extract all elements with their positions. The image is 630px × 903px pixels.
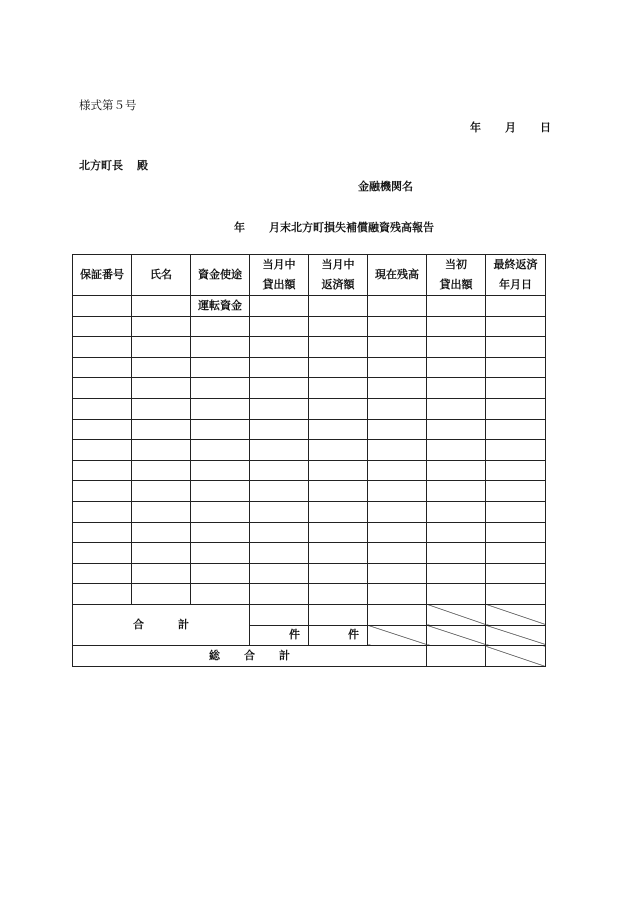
cell-current-balance[interactable] [368, 440, 427, 461]
cell-name[interactable] [132, 337, 191, 358]
header-guarantee-number: 保証番号 [73, 255, 132, 296]
cell-month-repayment[interactable] [309, 460, 368, 481]
cell-month-loan[interactable] [250, 337, 309, 358]
table-row [73, 419, 546, 440]
cell-final-repayment-date[interactable] [486, 378, 546, 399]
cell-month-repayment[interactable] [309, 378, 368, 399]
cell-guarantee-number[interactable] [73, 357, 132, 378]
subtotal-current-balance[interactable] [368, 604, 427, 625]
document-title [234, 219, 434, 235]
table-row [73, 584, 546, 605]
cell-month-loan[interactable] [250, 543, 309, 564]
cell-month-loan[interactable] [250, 584, 309, 605]
cell-month-loan[interactable] [250, 378, 309, 399]
cell-guarantee-number[interactable] [73, 419, 132, 440]
cell-initial-loan[interactable] [427, 522, 486, 543]
cell-name[interactable] [132, 522, 191, 543]
cell-fund-purpose[interactable] [191, 481, 250, 502]
cell-month-loan[interactable] [250, 460, 309, 481]
addressee [79, 157, 148, 173]
table-row [73, 460, 546, 481]
cell-current-balance[interactable] [368, 296, 427, 317]
cell-month-loan[interactable] [250, 501, 309, 522]
cell-name[interactable] [132, 440, 191, 461]
cell-name[interactable] [132, 481, 191, 502]
cell-guarantee-number[interactable] [73, 584, 132, 605]
date-month-label: 月 [505, 121, 516, 134]
cell-final-repayment-date[interactable] [486, 543, 546, 564]
cell-current-balance[interactable] [368, 357, 427, 378]
table-row [73, 501, 546, 522]
cell-name[interactable] [132, 501, 191, 522]
cell-month-repayment[interactable] [309, 316, 368, 337]
cell-month-loan[interactable] [250, 296, 309, 317]
cell-guarantee-number[interactable] [73, 543, 132, 564]
cell-fund-purpose[interactable] [191, 419, 250, 440]
cell-initial-loan[interactable] [427, 419, 486, 440]
cell-month-repayment[interactable] [309, 584, 368, 605]
cell-fund-purpose[interactable] [191, 440, 250, 461]
cell-month-loan[interactable] [250, 419, 309, 440]
cell-initial-loan[interactable] [427, 501, 486, 522]
cell-initial-loan[interactable] [427, 357, 486, 378]
cell-final-repayment-date[interactable] [486, 481, 546, 502]
subtotal-loan-count[interactable]: 件 [250, 625, 309, 646]
cell-month-loan[interactable] [250, 522, 309, 543]
cell-current-balance[interactable] [368, 337, 427, 358]
cell-guarantee-number[interactable] [73, 563, 132, 584]
table-row [73, 378, 546, 399]
cell-name[interactable] [132, 460, 191, 481]
cell-fund-purpose[interactable]: 運転資金 [191, 296, 250, 317]
cell-initial-loan[interactable] [427, 460, 486, 481]
cell-month-repayment[interactable] [309, 481, 368, 502]
cell-name[interactable] [132, 316, 191, 337]
cell-fund-purpose[interactable] [191, 316, 250, 337]
cell-fund-purpose[interactable] [191, 501, 250, 522]
cell-initial-loan[interactable] [427, 296, 486, 317]
cell-initial-loan[interactable] [427, 563, 486, 584]
cell-guarantee-number[interactable] [73, 296, 132, 317]
cell-fund-purpose[interactable] [191, 460, 250, 481]
table-row [73, 316, 546, 337]
cell-name[interactable] [132, 543, 191, 564]
cell-current-balance[interactable] [368, 584, 427, 605]
cell-month-loan[interactable] [250, 398, 309, 419]
cell-guarantee-number[interactable] [73, 460, 132, 481]
cell-name[interactable] [132, 378, 191, 399]
cell-month-repayment[interactable] [309, 501, 368, 522]
cell-name[interactable] [132, 419, 191, 440]
cell-guarantee-number[interactable] [73, 481, 132, 502]
cell-fund-purpose[interactable] [191, 543, 250, 564]
cell-initial-loan[interactable] [427, 584, 486, 605]
cell-fund-purpose[interactable] [191, 398, 250, 419]
grand-total-row [73, 646, 546, 667]
loan-balance-table [72, 254, 546, 667]
header-month-repayment-amount: 当月中 返済額 [309, 255, 368, 296]
header-fund-purpose: 資金使途 [191, 255, 250, 296]
cell-month-loan[interactable] [250, 357, 309, 378]
table-row [73, 522, 546, 543]
subtotal-month-repayment[interactable] [309, 604, 368, 625]
table-row [73, 543, 546, 564]
cell-final-repayment-date[interactable] [486, 522, 546, 543]
grand-total-label: 総 合 計 [73, 646, 427, 667]
cell-guarantee-number[interactable] [73, 337, 132, 358]
subtotal-count-diagonal-3 [486, 625, 546, 646]
cell-guarantee-number[interactable] [73, 398, 132, 419]
cell-current-balance[interactable] [368, 316, 427, 337]
table-row [73, 563, 546, 584]
cell-fund-purpose[interactable] [191, 584, 250, 605]
cell-month-loan[interactable] [250, 563, 309, 584]
header-row [73, 255, 546, 296]
cell-month-repayment[interactable] [309, 563, 368, 584]
subtotal-amount-row [73, 604, 546, 625]
subtotal-repayment-count[interactable]: 件 [309, 625, 368, 646]
cell-final-repayment-date[interactable] [486, 584, 546, 605]
grand-total-initial-loan[interactable] [427, 646, 486, 667]
cell-month-loan[interactable] [250, 481, 309, 502]
cell-final-repayment-date[interactable] [486, 440, 546, 461]
header-month-loan-amount: 当月中 貸出額 [250, 255, 309, 296]
cell-initial-loan[interactable] [427, 398, 486, 419]
cell-month-repayment[interactable] [309, 337, 368, 358]
cell-final-repayment-date[interactable] [486, 563, 546, 584]
cell-current-balance[interactable] [368, 543, 427, 564]
cell-initial-loan[interactable] [427, 378, 486, 399]
title-year-label: 年 [234, 221, 245, 234]
table-row [73, 357, 546, 378]
cell-month-repayment[interactable] [309, 357, 368, 378]
cell-final-repayment-date[interactable] [486, 398, 546, 419]
cell-month-repayment[interactable] [309, 440, 368, 461]
cell-name[interactable] [132, 398, 191, 419]
addressee-honorific: 殿 [137, 159, 148, 172]
cell-current-balance[interactable] [368, 378, 427, 399]
date-year-label: 年 [470, 121, 481, 134]
cell-final-repayment-date[interactable] [486, 316, 546, 337]
cell-final-repayment-date[interactable] [486, 460, 546, 481]
cell-guarantee-number[interactable] [73, 522, 132, 543]
header-initial-loan-amount: 当初 貸出額 [427, 255, 486, 296]
cell-fund-purpose[interactable] [191, 337, 250, 358]
cell-initial-loan[interactable] [427, 337, 486, 358]
cell-month-loan[interactable] [250, 316, 309, 337]
cell-initial-loan[interactable] [427, 543, 486, 564]
cell-current-balance[interactable] [368, 522, 427, 543]
cell-fund-purpose[interactable] [191, 357, 250, 378]
cell-final-repayment-date[interactable] [486, 357, 546, 378]
date-line [470, 119, 551, 135]
subtotal-initial-loan-diagonal [427, 604, 486, 625]
form-number: 様式第５号 [79, 98, 137, 112]
cell-initial-loan[interactable] [427, 481, 486, 502]
cell-month-repayment[interactable] [309, 522, 368, 543]
cell-final-repayment-date[interactable] [486, 296, 546, 317]
cell-month-repayment[interactable] [309, 419, 368, 440]
cell-month-repayment[interactable] [309, 398, 368, 419]
cell-current-balance[interactable] [368, 419, 427, 440]
table-row [73, 398, 546, 419]
title-text: 月末北方町損失補償融資残高報告 [269, 221, 434, 234]
grand-total-final-date-diagonal [486, 646, 546, 667]
cell-guarantee-number[interactable] [73, 440, 132, 461]
cell-name[interactable] [132, 584, 191, 605]
cell-month-loan[interactable] [250, 440, 309, 461]
table-row [73, 337, 546, 358]
cell-fund-purpose[interactable] [191, 378, 250, 399]
subtotal-count-diagonal-1 [368, 625, 427, 646]
cell-final-repayment-date[interactable] [486, 501, 546, 522]
header-current-balance: 現在残高 [368, 255, 427, 296]
cell-guarantee-number[interactable] [73, 378, 132, 399]
cell-current-balance[interactable] [368, 481, 427, 502]
cell-guarantee-number[interactable] [73, 501, 132, 522]
table-row [73, 296, 546, 317]
cell-current-balance[interactable] [368, 563, 427, 584]
cell-name[interactable] [132, 296, 191, 317]
table-row [73, 440, 546, 461]
bank-name-label: 金融機関名 [358, 180, 413, 193]
cell-current-balance[interactable] [368, 460, 427, 481]
cell-guarantee-number[interactable] [73, 316, 132, 337]
subtotal-label: 合 計 [73, 604, 250, 645]
cell-name[interactable] [132, 357, 191, 378]
cell-month-repayment[interactable] [309, 543, 368, 564]
cell-name[interactable] [132, 563, 191, 584]
cell-fund-purpose[interactable] [191, 522, 250, 543]
cell-final-repayment-date[interactable] [486, 419, 546, 440]
table-row [73, 481, 546, 502]
cell-month-repayment[interactable] [309, 296, 368, 317]
header-final-repayment-date: 最終返済 年月日 [486, 255, 546, 296]
cell-current-balance[interactable] [368, 398, 427, 419]
cell-initial-loan[interactable] [427, 440, 486, 461]
date-day-label: 日 [540, 121, 551, 134]
cell-final-repayment-date[interactable] [486, 337, 546, 358]
cell-current-balance[interactable] [368, 501, 427, 522]
subtotal-final-date-diagonal [486, 604, 546, 625]
cell-fund-purpose[interactable] [191, 563, 250, 584]
subtotal-month-loan[interactable] [250, 604, 309, 625]
subtotal-count-diagonal-2 [427, 625, 486, 646]
header-name: 氏名 [132, 255, 191, 296]
cell-initial-loan[interactable] [427, 316, 486, 337]
addressee-name: 北方町長 [79, 159, 123, 172]
